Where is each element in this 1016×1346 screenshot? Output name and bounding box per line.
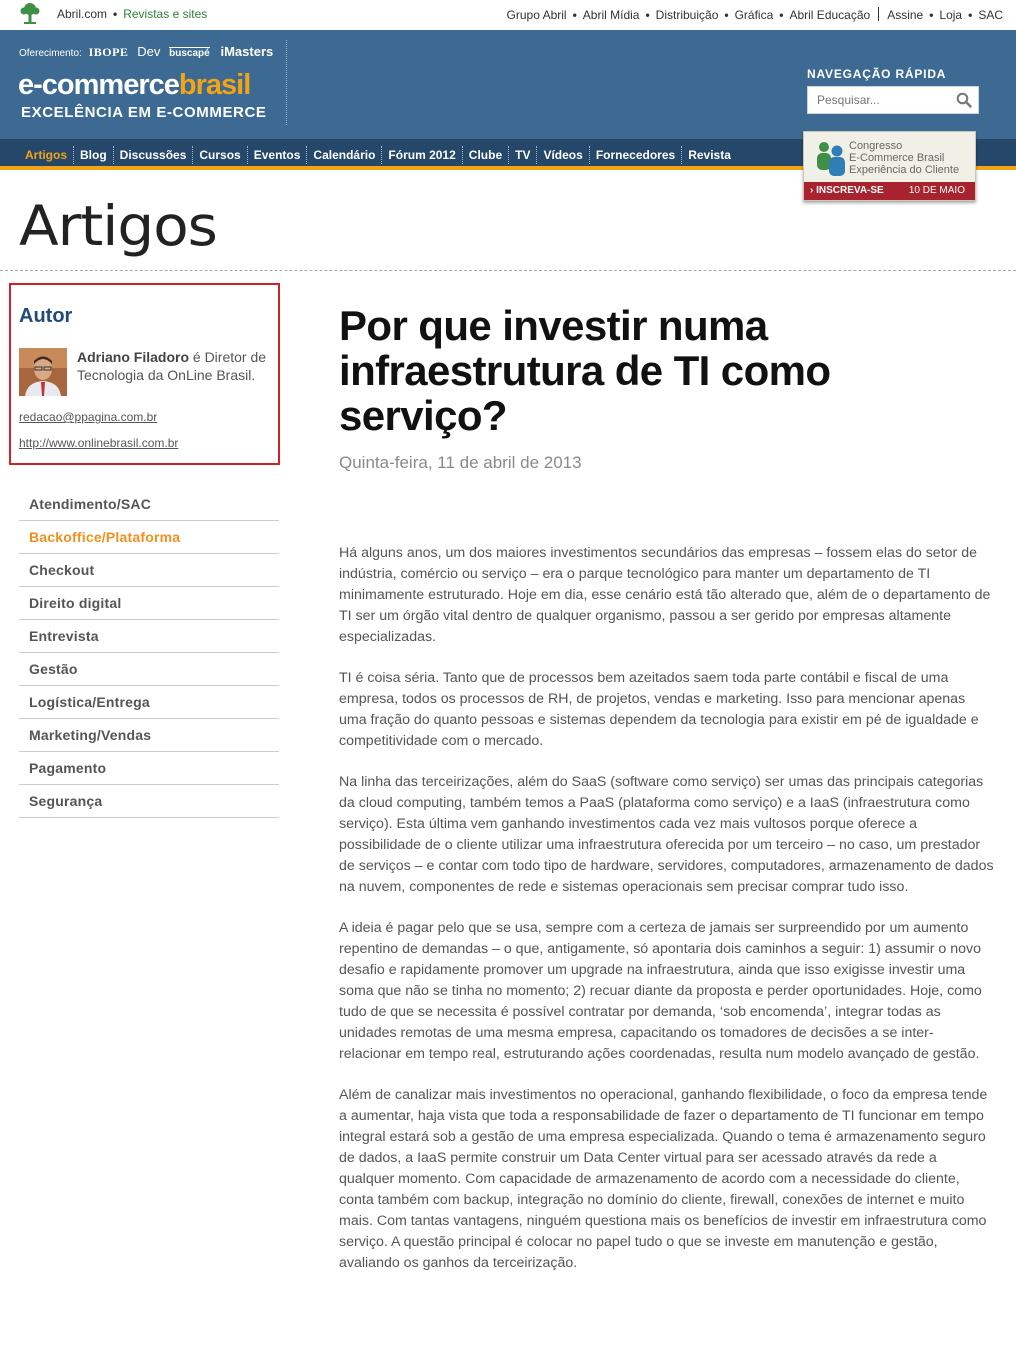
distribuicao-link[interactable]: Distribuição: [655, 8, 719, 22]
author-website-link[interactable]: http://www.onlinebrasil.com.br: [19, 436, 179, 450]
author-heading: Autor: [19, 305, 73, 327]
nav-item-clube[interactable]: Clube: [463, 146, 509, 164]
assine-link[interactable]: Assine: [887, 8, 924, 22]
article-paragraph: TI é coisa séria. Tanto que de processos bem azeitados saem toda parte contábil e fiscal de uma empresa, todos os processos de RH, de projetos, vendas e marketing. Isso para mencionar apenas uma fração do quanto pessoas e sistemas dependem da tecnologia para existir em pé de igualdade e competitividade com o mercado.: [339, 670, 979, 749]
promo-cta-label: INSCREVA-SE: [816, 185, 884, 196]
category-item-backoffice-plataforma[interactable]: Backoffice/Plataforma: [19, 521, 279, 554]
promo-text: [849, 140, 959, 176]
category-item-logistica-entrega[interactable]: Logística/Entrega: [19, 686, 279, 719]
grafica-link[interactable]: Gráfica: [734, 8, 774, 22]
category-item-gestao[interactable]: Gestão: [19, 653, 279, 686]
search-box: [807, 86, 979, 114]
promo-cta-bar[interactable]: [804, 182, 975, 200]
category-item-checkout[interactable]: Checkout: [19, 554, 279, 587]
category-item-marketing-vendas[interactable]: Marketing/Vendas: [19, 719, 279, 752]
sac-link[interactable]: SAC: [978, 8, 1003, 22]
author-name[interactable]: Adriano Filadoro: [77, 349, 189, 365]
abril-midia-link[interactable]: Abril Mídia: [582, 8, 640, 22]
sponsor-ibope-logo[interactable]: IBOPE: [88, 45, 129, 59]
people-icon: [813, 140, 849, 176]
promo-line-3: Experiência do Cliente: [849, 164, 960, 176]
nav-item-revista[interactable]: Revista: [688, 147, 731, 162]
abril-com-link[interactable]: Abril.com: [57, 7, 108, 21]
author-box: [9, 283, 280, 465]
nav-item-calendario[interactable]: Calendário: [307, 146, 382, 164]
category-item-seguranca[interactable]: Segurança: [19, 785, 279, 818]
topbar-left-links: Abril.com • Revistas e sites: [57, 7, 208, 21]
article-paragraph: Além de canalizar mais investimentos no operacional, ganhando flexibilidade, o foco da empresa tende a aumentar, haja vista que toda a responsabilidade de fazer o departamento de TI funcionar em tempo integral estará sob a gestão de uma empresa especializada. Quando o tema é armazenamento seguro de dados, a IaaS permite construir um Data Center virtual para ser acessado através da rede a qualquer momento. Com capacidade de armazenamento de acordo com a necessidade do cliente, conta também com backup, integração no domínio do cliente, firewall, conexões de internet e muito mais. Com tantas vantagens, ninguém questiona mais os benefícios de investir em infraestrutura como serviço. A questão principal é colocar no papel tudo o que se investe em manutenção e gestão, avaliando os ganhos da terceirização.: [339, 1087, 988, 1271]
promo-line-2: E-Commerce Brasil: [849, 152, 945, 164]
nav-item-forum-2012[interactable]: Fórum 2012: [382, 146, 462, 164]
category-item-atendimento-sac[interactable]: Atendimento/SAC: [19, 488, 279, 521]
category-item-pagamento[interactable]: Pagamento: [19, 752, 279, 785]
promo-line-1: Congresso: [849, 140, 903, 152]
site-tagline: EXCELÊNCIA EM E-COMMERCE: [21, 104, 267, 121]
article-paragraph: A ideia é pagar pelo que se usa, sempre com a certeza de jamais ser surpreendido por um aumento repentino de demandas – o que, antigamente, só apontaria dois caminhos a seguir: 1) assumir o novo desafio e rapidamente promover um upgrade na infraestrutura, ainda que isso exigisse investir uma soma que não se tinha no momento; 2) recuar diante da proposta e perder oportunidades. Hoje, como tudo de que se necessita é possível contratar por demanda, ‘sob encomenda’, integrar todas as unidades remotas de uma mesma empresa, capacitando os tomadores de decisões a se inter-relacionar em tempo real, estruturando ações coordenadas, resulta num modelo avançado de gestão.: [339, 920, 982, 1062]
dashed-divider: [0, 270, 1016, 271]
revistas-sites-link[interactable]: Revistas e sites: [123, 7, 208, 21]
brand-accent: brasil: [178, 69, 251, 101]
search-icon[interactable]: [956, 92, 972, 108]
nav-item-fornecedores[interactable]: Fornecedores: [590, 146, 682, 164]
sponsor-label: Oferecimento:: [19, 48, 82, 59]
search-input[interactable]: [808, 87, 948, 113]
article-paragraph: Na linha das terceirizações, além do SaaS (software como serviço) ser umas das principais categorias da cloud computing, também temos a PaaS (plataforma como serviço) e a IaaS (infraestrutura como serviço). Esta última vem ganhando investimentos cada vez mais vultosos porque oferece a possibilidade de o cliente utilizar uma infraestrutura oferecida por um terceiro – no caso, um prestador de serviços – e contar com todo tipo de hardware, servidores, computadores, armazenamento de dados na nuvem, componentes de rede e sistemas operacionais sem precisar comprar tudo isso.: [339, 774, 994, 895]
author-avatar: [19, 348, 67, 396]
sponsor-imasters-logo[interactable]: iMasters: [220, 44, 274, 59]
page-title: Artigos: [19, 193, 217, 259]
article-body: [339, 543, 994, 1294]
site-logo[interactable]: [18, 69, 250, 102]
nav-item-tv[interactable]: TV: [509, 146, 537, 164]
brand-main: e-commerce: [18, 69, 179, 101]
category-item-direito-digital[interactable]: Direito digital: [19, 587, 279, 620]
nav-item-blog[interactable]: Blog: [74, 146, 114, 164]
nav-item-artigos[interactable]: Artigos: [19, 146, 74, 164]
topbar-right-links: Grupo Abril • Abril Mídia • Distribuição • Gráfica • Abril Educação Assine • Loja • SAC: [506, 8, 1003, 22]
sponsor-dev-logo[interactable]: Dev: [137, 44, 161, 59]
author-email-link[interactable]: redacao@ppagina.com.br: [19, 410, 158, 424]
nav-item-eventos[interactable]: Eventos: [248, 146, 308, 164]
sponsor-strip: [19, 44, 273, 60]
top-bar: [0, 0, 1016, 30]
promo-date: 10 DE MAIO: [908, 185, 965, 196]
quick-nav-title: NAVEGAÇÃO RÁPIDA: [807, 67, 947, 81]
header-divider: [286, 40, 287, 125]
sponsor-buscape-logo[interactable]: buscapé: [169, 48, 210, 59]
promo-cta[interactable]: › INSCREVA-SE: [810, 185, 884, 196]
nav-item-videos[interactable]: Vídeos: [537, 146, 589, 164]
category-list: [19, 488, 279, 818]
abril-educacao-link[interactable]: Abril Educação: [789, 8, 871, 22]
article-paragraph: Há alguns anos, um dos maiores investimentos secundários das empresas – fossem elas do setor de indústria, comércio ou serviço – era o parque tecnológico para manter um departamento de TI minimamente estruturado. Hoje em dia, esse cenário está tão alterado que, além de o departamento de TI ser um órgão vital dentro de qualquer organismo, passou a ser gerido por empresas altamente especializadas.: [339, 545, 991, 645]
author-description: é Diretor de Tecnologia da OnLine Brasil.: [77, 349, 267, 383]
grupo-abril-link[interactable]: Grupo Abril: [506, 8, 567, 22]
congress-promo-banner[interactable]: [803, 131, 976, 201]
article-title: Por que investir numa infraestrutura de TI como serviço?: [339, 302, 831, 439]
category-item-entrevista[interactable]: Entrevista: [19, 620, 279, 653]
author-bio: [77, 348, 277, 384]
site-header: [0, 30, 1016, 139]
article-date: Quinta-feira, 11 de abril de 2013: [339, 453, 582, 472]
nav-item-cursos[interactable]: Cursos: [193, 146, 247, 164]
loja-link[interactable]: Loja: [939, 8, 963, 22]
nav-item-discussoes[interactable]: Discussões: [114, 146, 194, 164]
abril-tree-logo-icon[interactable]: [19, 2, 41, 26]
author-photo-image: [19, 348, 67, 396]
